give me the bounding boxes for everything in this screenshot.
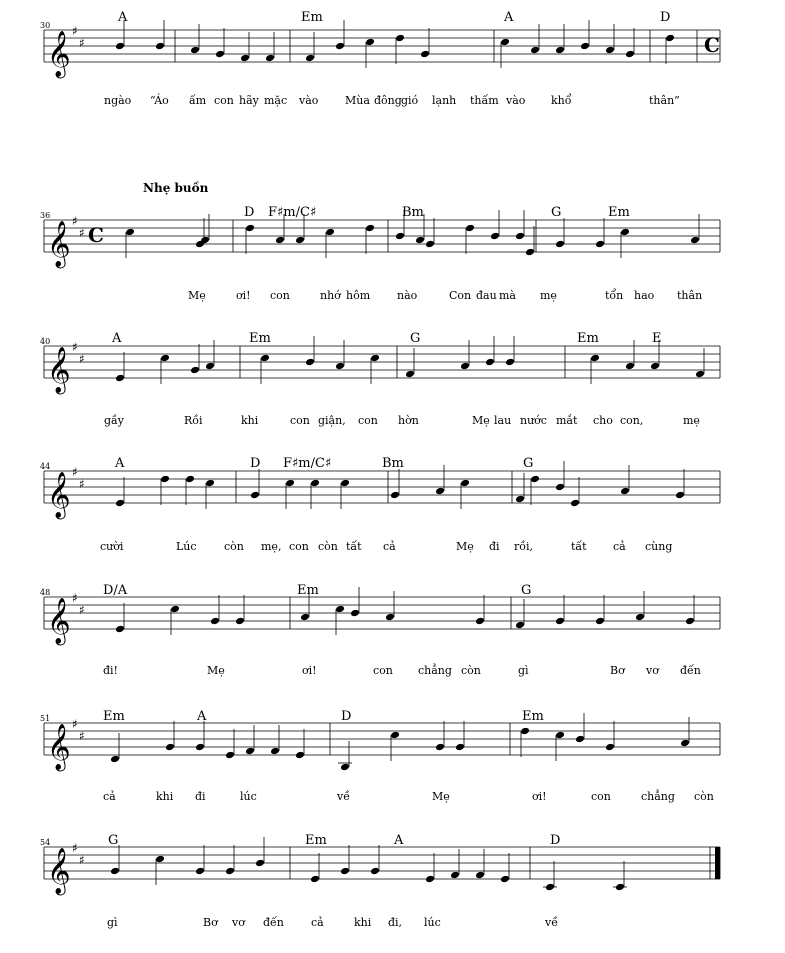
chord-symbol: A <box>112 331 122 346</box>
note-head <box>405 370 415 379</box>
lyric-syllable: Mẹ <box>207 664 225 677</box>
lyric-syllable: hao <box>634 289 655 302</box>
note-head <box>395 232 405 241</box>
chord-symbol: Em <box>249 331 271 346</box>
note-head <box>625 362 635 371</box>
music-system <box>40 331 720 427</box>
note-head <box>335 362 345 371</box>
note-head <box>350 609 360 618</box>
sharp-icon: ♯ <box>79 352 85 366</box>
note-head <box>435 743 445 752</box>
lyric-syllable: thân <box>677 289 703 302</box>
measure-number: 48 <box>40 588 51 597</box>
lyric-syllable: còn <box>318 540 338 553</box>
note-head <box>570 499 580 508</box>
lyric-syllable: rồi, <box>514 540 534 553</box>
note-head <box>245 224 255 233</box>
note-head <box>215 50 225 59</box>
note-head <box>160 475 170 484</box>
lyric-syllable: cùng <box>645 540 673 553</box>
treble-clef-icon: 𝄞 <box>47 724 71 770</box>
lyric-syllable: ấm <box>189 94 207 107</box>
note-head <box>390 731 400 740</box>
lyric-syllable: khổ <box>551 94 572 107</box>
note-head <box>690 236 700 245</box>
lyric-syllable: chẳng <box>641 790 675 803</box>
note-head <box>240 54 250 63</box>
note-head <box>110 755 120 764</box>
sharp-icon: ♯ <box>72 465 78 479</box>
note-head <box>225 751 235 760</box>
sharp-icon: ♯ <box>79 729 85 743</box>
lyric-syllable: Bơ <box>610 664 625 677</box>
lyric-syllable: Lúc <box>176 540 197 553</box>
chord-symbol: G <box>551 205 562 220</box>
chord-symbol: E <box>652 331 662 346</box>
note-head <box>210 617 220 626</box>
chord-symbol: A <box>197 709 207 724</box>
lyric-syllable: Mùa <box>345 94 370 107</box>
treble-clef-icon: 𝄞 <box>47 598 71 644</box>
lyric-syllable: Bơ <box>203 916 218 929</box>
music-system <box>40 205 720 302</box>
note-head <box>325 228 335 237</box>
lyric-syllable: giận, <box>318 414 346 427</box>
lyric-syllable: khi <box>354 916 372 929</box>
note-head <box>505 358 515 367</box>
note-head <box>115 499 125 508</box>
chord-symbol: D <box>341 709 352 724</box>
note-head <box>460 362 470 371</box>
lyric-syllable: mẹ, <box>261 540 282 553</box>
note-head <box>340 867 350 876</box>
note-head <box>555 617 565 626</box>
note-head <box>695 370 705 379</box>
lyric-syllable: hờn <box>398 414 419 427</box>
chord-symbol: Em <box>608 205 630 220</box>
chord-symbol: Em <box>305 833 327 848</box>
chord-symbol: D/A <box>103 583 128 598</box>
lyric-syllable: con <box>270 289 290 302</box>
lyric-syllable: lúc <box>240 790 257 803</box>
chord-symbol: F♯m/C♯ <box>268 205 317 220</box>
music-system <box>40 833 720 929</box>
lyric-syllable: Con <box>449 289 472 302</box>
note-head <box>555 483 565 492</box>
lyric-syllable: ơi! <box>236 289 251 302</box>
lyric-syllable: con <box>373 664 393 677</box>
note-head <box>195 867 205 876</box>
note-head <box>285 479 295 488</box>
note-head <box>555 731 565 740</box>
sharp-icon: ♯ <box>79 226 85 240</box>
note-head <box>300 613 310 622</box>
note-head <box>555 240 565 249</box>
chord-symbol: F♯m/C♯ <box>283 456 332 471</box>
lyric-syllable: Mẹ <box>456 540 474 553</box>
lyric-syllable: hôm <box>346 289 371 302</box>
chord-symbol: G <box>108 833 119 848</box>
note-head <box>420 50 430 59</box>
note-head <box>205 362 215 371</box>
sharp-icon: ♯ <box>72 24 78 38</box>
sharp-icon: ♯ <box>72 591 78 605</box>
lyric-syllable: lạnh <box>432 94 457 107</box>
measure-number: 36 <box>40 211 51 220</box>
note-head <box>385 613 395 622</box>
chord-symbol: D <box>660 10 671 25</box>
lyric-syllable: còn <box>694 790 714 803</box>
lyric-syllable: đi! <box>103 664 118 677</box>
note-head <box>465 224 475 233</box>
note-head <box>225 867 235 876</box>
chord-symbol: Em <box>297 583 319 598</box>
lyric-syllable: Mẹ <box>472 414 490 427</box>
note-head <box>605 743 615 752</box>
chord-symbol: G <box>523 456 534 471</box>
measure-number: 44 <box>40 462 51 471</box>
lyric-syllable: con <box>591 790 611 803</box>
note-head <box>335 42 345 51</box>
note-head <box>515 232 525 241</box>
tempo-marking: Nhẹ buồn <box>143 181 209 195</box>
chord-symbol: D <box>250 456 261 471</box>
note-head <box>595 617 605 626</box>
note-head <box>305 54 315 63</box>
note-head <box>460 479 470 488</box>
note-head <box>490 232 500 241</box>
note-head <box>115 374 125 383</box>
note-head <box>515 621 525 630</box>
lyric-syllable: về <box>337 790 350 803</box>
note-head <box>115 625 125 634</box>
note-head <box>520 727 530 736</box>
note-head <box>680 739 690 748</box>
note-head <box>340 479 350 488</box>
note-head <box>110 867 120 876</box>
measure-number: 54 <box>40 838 51 847</box>
common-time-symbol: C <box>704 33 720 57</box>
sharp-icon: ♯ <box>72 214 78 228</box>
lyric-syllable: chẳng <box>418 664 452 677</box>
note-head <box>310 875 320 884</box>
note-head <box>190 366 200 375</box>
measure-number: 30 <box>40 21 51 30</box>
note-head <box>340 763 350 772</box>
note-head <box>125 228 135 237</box>
note-head <box>485 358 495 367</box>
note-head <box>625 50 635 59</box>
note-head <box>235 617 245 626</box>
lyric-syllable: con, <box>620 414 644 427</box>
note-head <box>500 875 510 884</box>
note-head <box>555 46 565 55</box>
lyric-syllable: con <box>358 414 378 427</box>
note-head <box>255 859 265 868</box>
lyric-syllable: nước <box>520 414 547 427</box>
note-head <box>245 747 255 756</box>
note-head <box>275 236 285 245</box>
lyric-syllable: cả <box>103 790 116 803</box>
note-head <box>580 42 590 51</box>
chord-symbol: A <box>504 10 514 25</box>
note-head <box>620 487 630 496</box>
lyric-syllable: tổn <box>605 289 624 302</box>
note-head <box>390 491 400 500</box>
lyric-syllable: con <box>290 414 310 427</box>
note-head <box>435 487 445 496</box>
lyric-syllable: đi <box>489 540 500 553</box>
lyric-syllable: khi <box>156 790 174 803</box>
lyric-syllable: thấm <box>470 94 499 107</box>
note-head <box>500 38 510 47</box>
note-head <box>450 871 460 880</box>
sharp-icon: ♯ <box>72 717 78 731</box>
chord-symbol: Em <box>522 709 544 724</box>
chord-symbol: G <box>521 583 532 598</box>
lyric-syllable: tất <box>571 540 587 553</box>
chord-symbol: Em <box>301 10 323 25</box>
note-head <box>260 354 270 363</box>
note-head <box>595 240 605 249</box>
lyric-syllable: còn <box>461 664 481 677</box>
score-systems <box>40 10 720 929</box>
note-head <box>530 475 540 484</box>
lyric-syllable: cả <box>383 540 396 553</box>
note-head <box>635 613 645 622</box>
lyric-syllable: cười <box>100 540 124 553</box>
chord-symbol: Bm <box>382 456 404 471</box>
music-system <box>40 583 720 677</box>
lyric-syllable: mặc <box>264 94 288 107</box>
note-head <box>575 735 585 744</box>
note-head <box>605 46 615 55</box>
note-head <box>620 228 630 237</box>
chord-symbol: A <box>394 833 404 848</box>
note-head <box>270 747 280 756</box>
note-head <box>370 867 380 876</box>
note-head <box>335 605 345 614</box>
note-head <box>475 617 485 626</box>
lyric-syllable: ngào <box>104 94 132 107</box>
note-head <box>265 54 275 63</box>
chord-symbol: Em <box>577 331 599 346</box>
music-system <box>40 456 720 553</box>
lyric-syllable: đau <box>476 289 497 302</box>
note-head <box>310 479 320 488</box>
lyric-syllable: vơ <box>646 664 659 677</box>
lyric-syllable: ơi! <box>532 790 547 803</box>
lyric-syllable: còn <box>224 540 244 553</box>
chord-symbol: G <box>410 331 421 346</box>
note-head <box>205 479 215 488</box>
lyric-syllable: vào <box>299 94 319 107</box>
note-head <box>370 354 380 363</box>
note-head <box>425 240 435 249</box>
lyric-syllable: hãy <box>239 94 259 107</box>
sharp-icon: ♯ <box>79 853 85 867</box>
note-head <box>675 491 685 500</box>
chord-symbol: D <box>550 833 561 848</box>
note-head <box>295 236 305 245</box>
note-head <box>415 236 425 245</box>
note-head <box>475 871 485 880</box>
lyric-syllable: Rồi <box>184 414 203 427</box>
lyric-syllable: mắt <box>556 414 578 427</box>
measure-number: 51 <box>40 714 51 723</box>
sharp-icon: ♯ <box>79 36 85 50</box>
note-head <box>155 42 165 51</box>
note-head <box>590 354 600 363</box>
note-head <box>530 46 540 55</box>
note-head <box>250 491 260 500</box>
sharp-icon: ♯ <box>72 340 78 354</box>
note-head <box>190 46 200 55</box>
treble-clef-icon: 𝄞 <box>47 848 71 894</box>
chord-symbol: Bm <box>402 205 424 220</box>
note-head <box>195 743 205 752</box>
chord-symbol: A <box>115 456 125 471</box>
music-system <box>40 709 720 803</box>
lyric-syllable: gì <box>107 916 118 929</box>
note-head <box>160 354 170 363</box>
lyric-syllable: cả <box>613 540 626 553</box>
lyric-syllable: lúc <box>424 916 441 929</box>
note-head <box>115 42 125 51</box>
final-barline <box>715 847 720 879</box>
lyric-syllable: đến <box>680 664 701 677</box>
note-head <box>455 743 465 752</box>
chord-symbol: D <box>244 205 255 220</box>
lyric-syllable: về <box>545 916 558 929</box>
lyric-syllable: gầy <box>104 414 124 427</box>
lyric-syllable: cả <box>311 916 324 929</box>
sharp-icon: ♯ <box>72 841 78 855</box>
lyric-syllable: thân” <box>649 94 680 107</box>
lyric-syllable: đến <box>263 916 284 929</box>
lyric-syllable: mà <box>499 289 516 302</box>
chord-symbol: Em <box>103 709 125 724</box>
music-system <box>40 10 720 107</box>
lyric-syllable: mẹ <box>683 414 700 427</box>
treble-clef-icon: 𝄞 <box>47 472 71 518</box>
treble-clef-icon: 𝄞 <box>47 347 71 393</box>
note-head <box>650 362 660 371</box>
treble-clef-icon: 𝄞 <box>47 31 71 77</box>
lyric-syllable: đông <box>374 94 402 107</box>
lyric-syllable: khi <box>241 414 259 427</box>
note-head <box>525 248 535 257</box>
note-head <box>155 855 165 864</box>
lyric-syllable: Mẹ <box>432 790 450 803</box>
note-head <box>185 475 195 484</box>
lyric-syllable: gió <box>401 94 419 107</box>
note-head <box>165 743 175 752</box>
lyric-syllable: nào <box>397 289 418 302</box>
note-head <box>515 495 525 504</box>
chord-symbol: A <box>118 10 128 25</box>
lyric-syllable: “Áo <box>150 94 169 107</box>
lyric-syllable: cho <box>593 414 613 427</box>
sharp-icon: ♯ <box>79 477 85 491</box>
lyric-syllable: con <box>214 94 234 107</box>
lyric-syllable: con <box>289 540 309 553</box>
measure-number: 40 <box>40 337 51 346</box>
lyric-syllable: đi, <box>388 916 403 929</box>
note-head <box>395 34 405 43</box>
note-head <box>365 38 375 47</box>
lyric-syllable: lau <box>494 414 512 427</box>
lyric-syllable: vào <box>506 94 526 107</box>
lyric-syllable: đi <box>195 790 206 803</box>
note-head <box>665 34 675 43</box>
note-head <box>365 224 375 233</box>
treble-clef-icon: 𝄞 <box>47 221 71 267</box>
note-head <box>425 875 435 884</box>
lyric-syllable: mẹ <box>540 289 557 302</box>
lyric-syllable: ơi! <box>302 664 317 677</box>
lyric-syllable: Mẹ <box>188 289 206 302</box>
lyric-syllable: tất <box>346 540 362 553</box>
note-head <box>685 617 695 626</box>
note-head <box>305 358 315 367</box>
lyric-syllable: vơ <box>232 916 245 929</box>
common-time-symbol: C <box>88 223 104 247</box>
sharp-icon: ♯ <box>79 603 85 617</box>
note-head <box>170 605 180 614</box>
lyric-syllable: gì <box>518 664 529 677</box>
lyric-syllable: nhớ <box>320 289 341 302</box>
note-head <box>295 751 305 760</box>
